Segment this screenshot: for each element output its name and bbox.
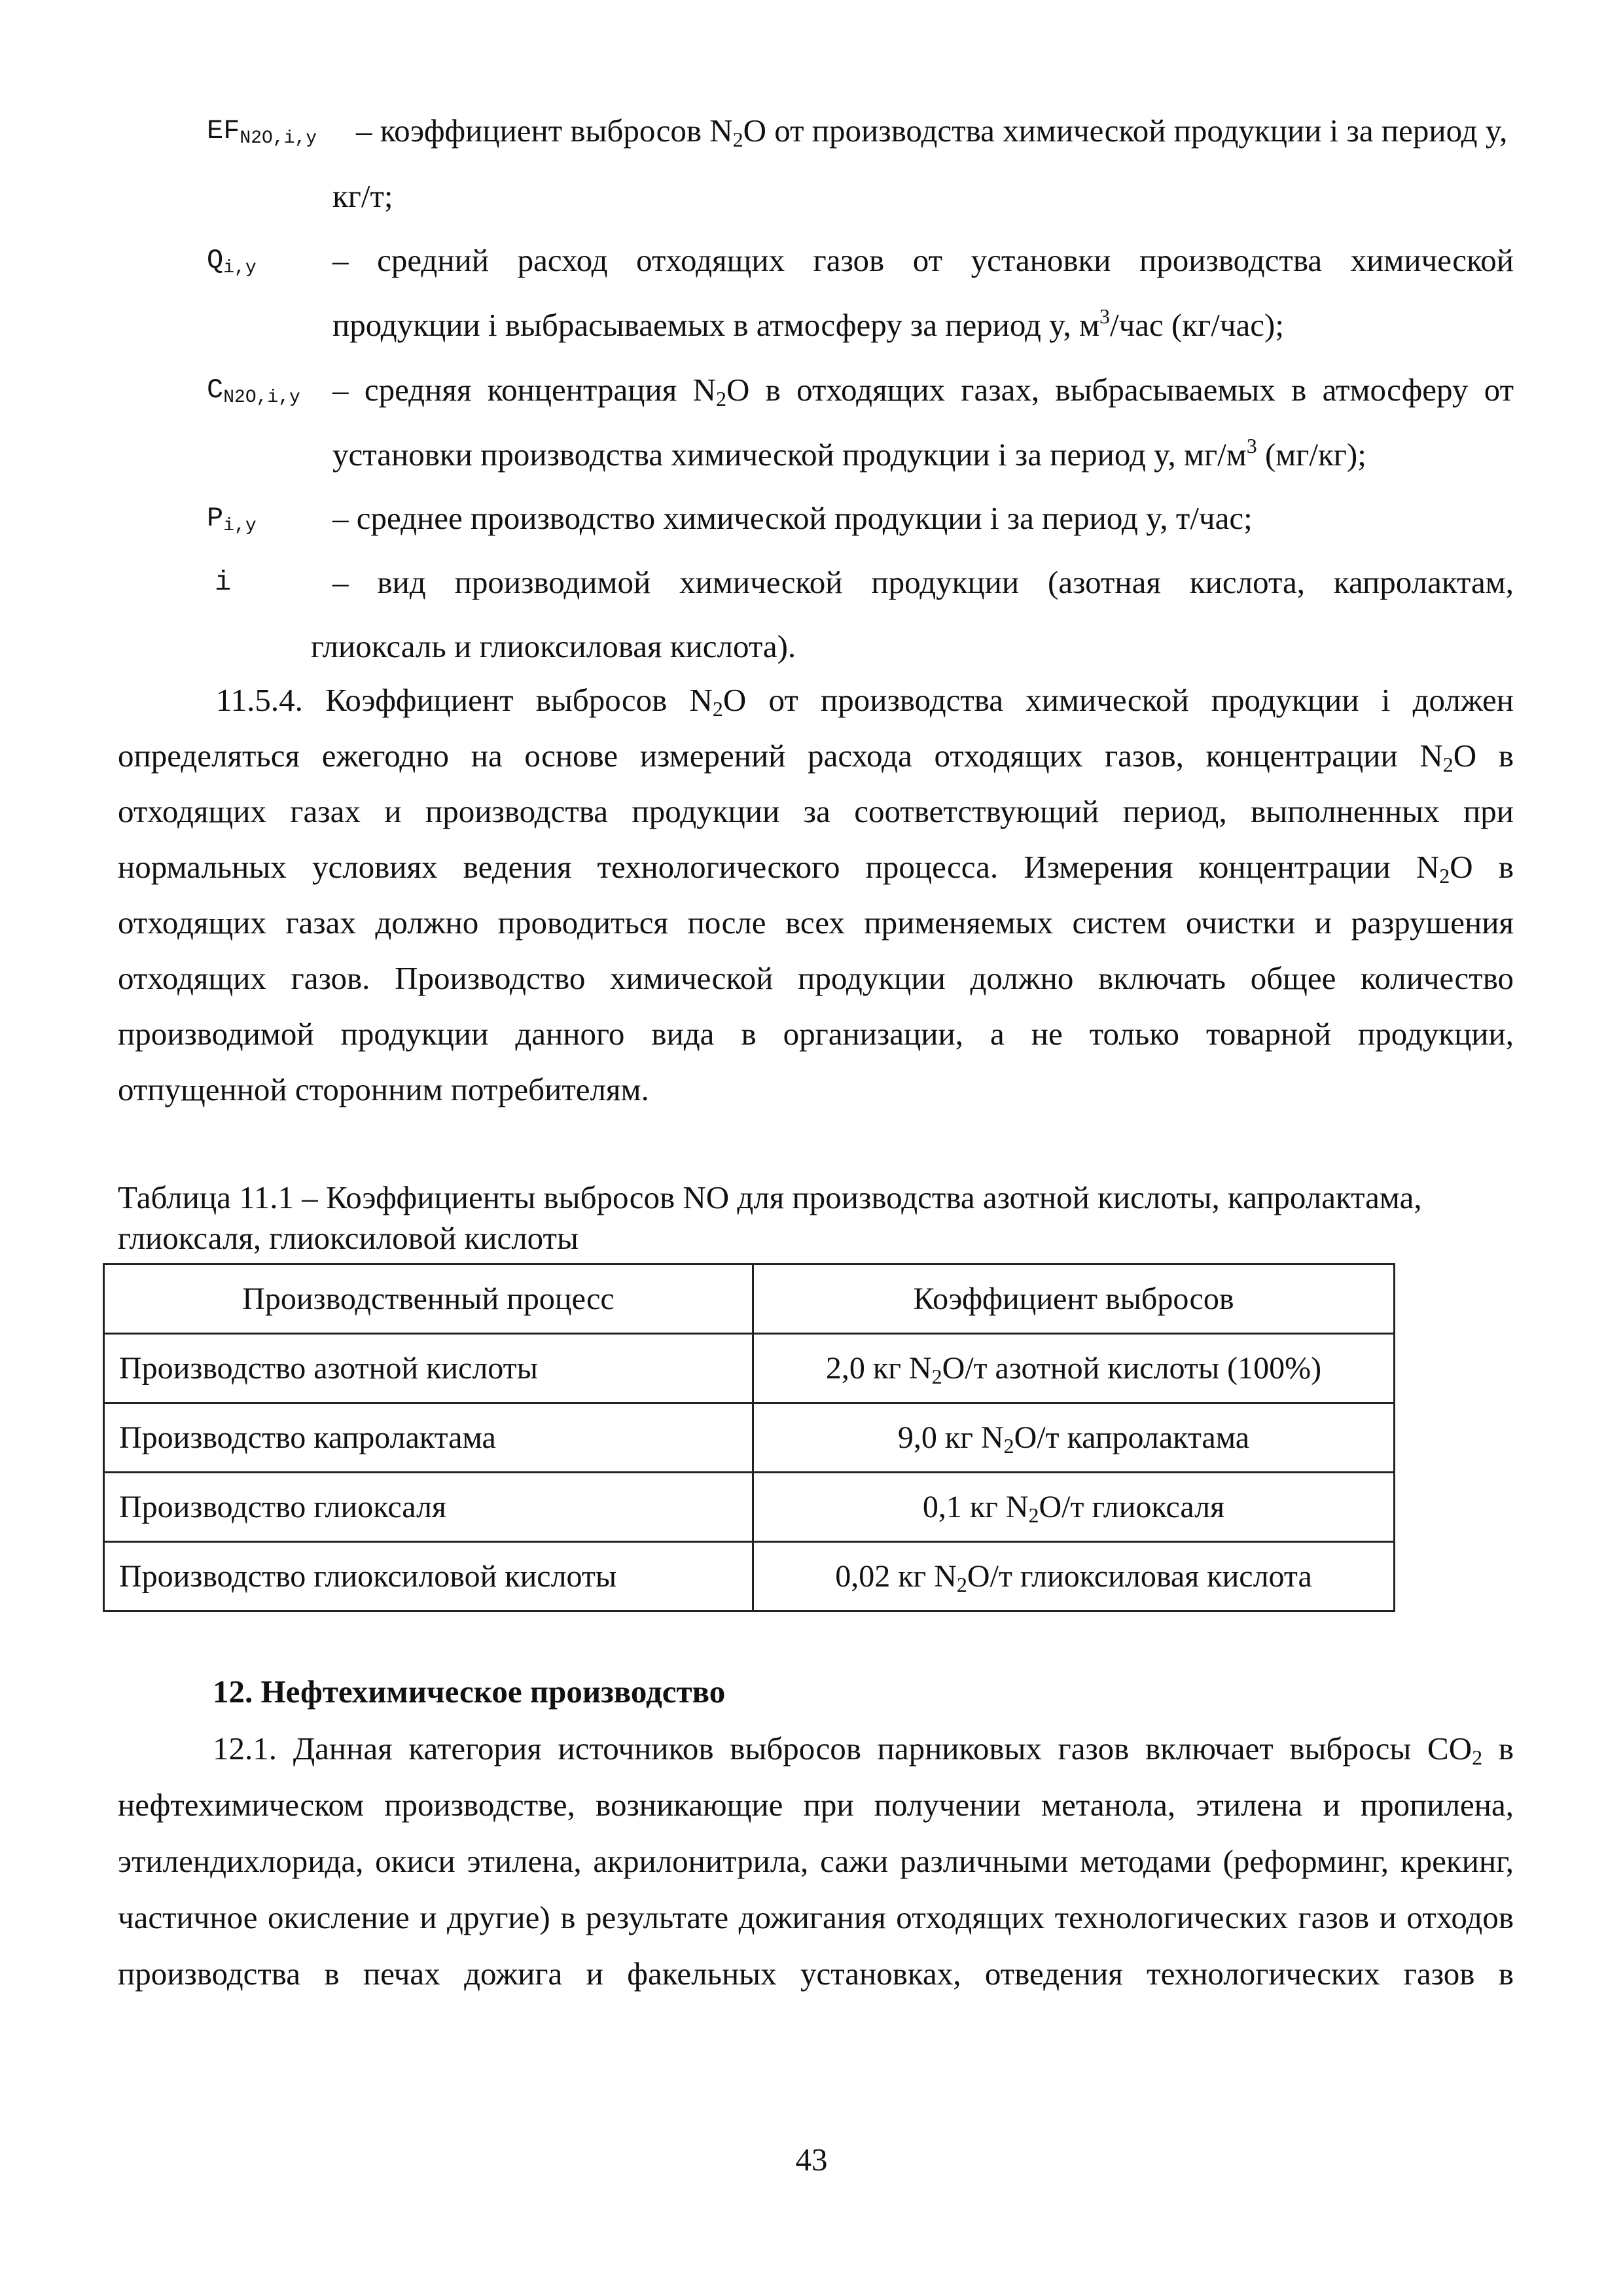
definition-ef-text: – коэффициент выбросов $N_2O$ от производства химической продукции i за период y, (356, 113, 1508, 151)
cell-coefficient: 0,02 кг $N_2O/т$ глиоксиловая кислота (753, 1542, 1395, 1611)
para-1154-line7: производимой продукции данного вида в организации, а не только товарной продукции, (118, 1016, 1514, 1052)
coefficients-table (103, 1263, 1395, 1612)
symbol-p: $P_{i,y}$ (207, 503, 257, 536)
header-process: Производственный процесс (104, 1265, 753, 1334)
header-coefficient: Коэффициент выбросов (753, 1265, 1395, 1334)
cell-coefficient: 0,1 кг $N_2O/т$ глиоксаля (753, 1473, 1395, 1542)
definition-q-line2: продукции i выбрасываемых в атмосферу за период y, $м^3$/час (кг/час); (332, 304, 1284, 343)
section12-line4: частичное окисление и другие) в результате дожигания отходящих технологических газов и отходов (118, 1899, 1514, 1935)
cell-coefficient: 9,0 кг $N_2O/т$ капролактама (753, 1403, 1395, 1473)
table-row (104, 1334, 1395, 1403)
para-1154-line8: отпущенной сторонним потребителям. (118, 1071, 649, 1107)
section-heading: 12. Нефтехимическое производство (213, 1674, 726, 1710)
definition-c-line1: – средняя концентрация $N_2O$ в отходящих газах, выбрасываемых в атмосферу от (332, 372, 1514, 410)
cell-process: Производство глиоксиловой кислоты (104, 1542, 753, 1611)
para-1154-line4: нормальных условиях ведения технологического процесса. Измерения концентрации $N_2O$ в (118, 849, 1514, 888)
symbol-ef: $EF_{N2O,i,y}$ (207, 115, 317, 149)
para-1154-line2: определяться ежегодно на основе измерений расхода отходящих газов, концентрации $N_2O$ в (118, 738, 1514, 776)
definition-i-line1: – вид производимой химической продукции (азотная кислота, капролактам, (332, 564, 1514, 600)
definition-ef-unit: кг/т; (332, 178, 393, 214)
table-caption-line2: глиоксаля, глиоксиловой кислоты (118, 1220, 579, 1256)
definition-p-line1: – среднее производство химической продукции i за период y, т/час; (332, 500, 1253, 536)
cell-process: Производство глиоксаля (104, 1473, 753, 1542)
page-number: 43 (795, 2142, 828, 2178)
table-row (104, 1403, 1395, 1473)
section12-line3: этилендихлорида, окиси этилена, акрилонитрила, сажи различными методами (реформинг, крекинг, (118, 1843, 1514, 1879)
definition-q-line1: – средний расход отходящих газов от установки производства химической (332, 242, 1514, 278)
para-1154-line5: отходящих газах должно проводиться после всех применяемых систем очистки и разрушения (118, 905, 1514, 941)
table-caption-line1: Таблица 11.1 – Коэффициенты выбросов NO для производства азотной кислоты, капролактама, (118, 1179, 1422, 1215)
para-1154-line3: отходящих газах и производства продукции за соответствующий период, выполненных при (118, 793, 1514, 829)
definition-i-line2: глиоксаль и глиоксиловая кислота). (311, 628, 796, 664)
symbol-i: i (215, 567, 232, 598)
section12-line2: нефтехимическом производстве, возникающие при получении метанола, этилена и пропилена, (118, 1787, 1514, 1823)
symbol-c: $C_{N2O,i,y}$ (207, 374, 300, 408)
para-1154-line1: 11.5.4. Коэффициент выбросов $N_2O$ от производства химической продукции i должен (216, 682, 1514, 721)
symbol-q: $Q_{i,y}$ (207, 245, 257, 278)
cell-process: Производство капролактама (104, 1403, 753, 1473)
para-1154-line6: отходящих газов. Производство химической продукции должно включать общее количество (118, 960, 1514, 996)
definition-c-line2: установки производства химической продукции i за период y, $мг/м^3$ (мг/кг); (332, 433, 1366, 473)
table-row (104, 1542, 1395, 1611)
table-row (104, 1473, 1395, 1542)
cell-process: Производство азотной кислоты (104, 1334, 753, 1403)
section12-line1: 12.1. Данная категория источников выбросов парниковых газов включает выбросы $CO_2$ в (213, 1731, 1514, 1769)
section12-line5: производства в печах дожига и факельных установках, отведения технологических газов в (118, 1956, 1514, 1992)
cell-coefficient: 2,0 кг $N_2O/т$ азотной кислоты (100%) (753, 1334, 1395, 1403)
table-header-row (104, 1265, 1395, 1334)
